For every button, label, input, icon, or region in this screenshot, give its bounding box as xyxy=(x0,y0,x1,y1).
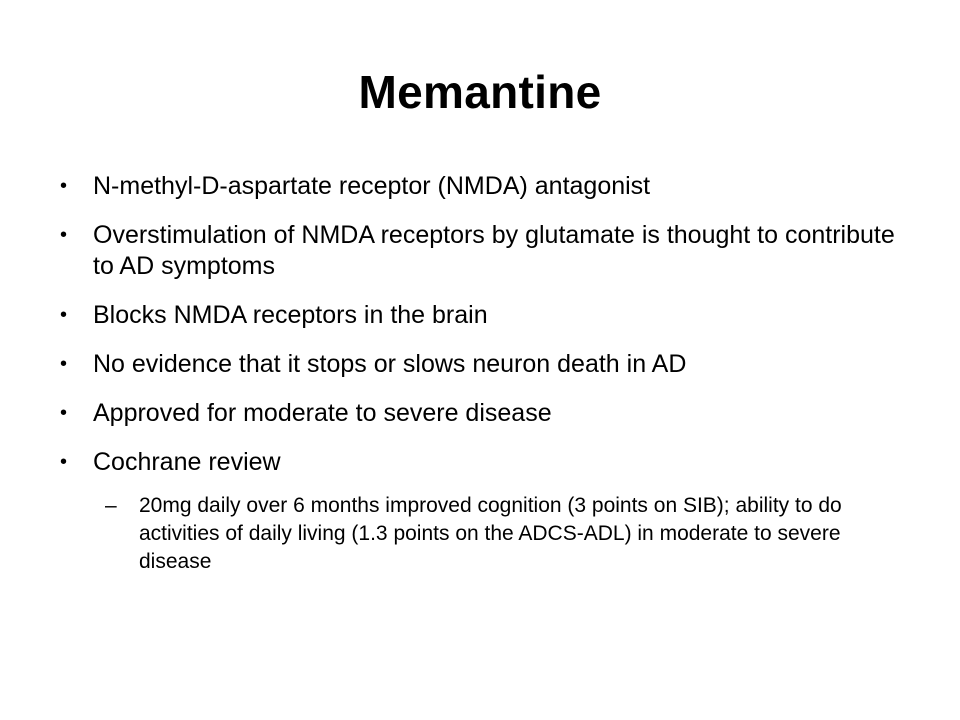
bullet-item xyxy=(60,171,910,202)
sub-bullet-item xyxy=(60,492,910,576)
bullet-item xyxy=(60,349,910,380)
slide-title: Memantine xyxy=(358,66,602,118)
sub-bullet-dash: – xyxy=(105,494,117,517)
bullet-item xyxy=(60,447,910,478)
bullet-item xyxy=(60,300,910,331)
bullet-dot: • xyxy=(60,451,68,473)
bullet-text: Overstimulation of NMDA receptors by glutamate is thought to contribute to AD symptoms xyxy=(93,221,895,280)
bullet-text: Cochrane review xyxy=(93,448,281,476)
bullet-list xyxy=(60,171,910,576)
bullet-item xyxy=(60,220,910,282)
sub-bullet-text: 20mg daily over 6 months improved cognition (3 points on SIB); ability to do activities of daily living (1.3 points on the ADCS-ADL) in moderate to severe disease xyxy=(139,494,842,573)
bullet-dot: • xyxy=(60,175,68,197)
bullet-text: N-methyl-D-aspartate receptor (NMDA) antagonist xyxy=(93,172,651,200)
bullet-dot: • xyxy=(60,402,68,424)
bullet-text: Approved for moderate to severe disease xyxy=(93,399,552,427)
bullet-text: Blocks NMDA receptors in the brain xyxy=(93,301,488,329)
bullet-dot: • xyxy=(60,224,68,246)
bullet-dot: • xyxy=(60,304,68,326)
bullet-item xyxy=(60,398,910,429)
bullet-dot: • xyxy=(60,353,68,375)
bullet-text: No evidence that it stops or slows neuron death in AD xyxy=(93,350,687,378)
